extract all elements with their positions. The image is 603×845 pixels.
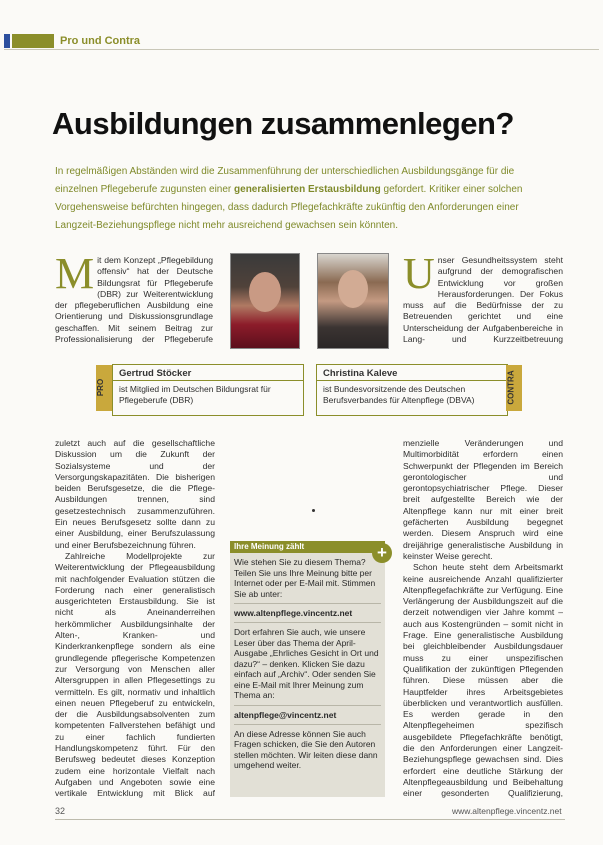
- lead-bold: generalisierten Erstausbildung: [234, 184, 381, 195]
- contra-tab: [506, 365, 522, 411]
- sidebar-text-3: An diese Adresse können Sie auch Fragen schicken, die Sie den Autoren stellen möchten. Wir leiten diese dann umgehend weiter.: [234, 728, 378, 770]
- contra-author-bio: ist Bundesvorsitzende des Deutschen Berufsverbandes für Altenpflege (DBVA): [323, 384, 475, 405]
- portrait-christina-kaleve: [317, 253, 389, 349]
- section-label: Pro und Contra: [60, 35, 141, 47]
- pro-text-top: it dem Konzept „Pflegebildung offensiv“ hat der Deutsche Bildungsrat für Pflegeberufe (DBR) zur Weiterentwicklung der pflegeberuflichen Ausbildung eine Orientierung und Diskussionsgrundlage geschaffen. Mit seinem Beitrag zur Professionalisierung der Pflegeberufe: [55, 255, 213, 345]
- plus-icon: +: [372, 543, 392, 563]
- contra-column-top: [403, 255, 563, 347]
- contra-tab-label: CONTRA: [506, 370, 516, 405]
- sidebar-separator: [234, 603, 381, 604]
- sidebar-intro: Wie stehen Sie zu diesem Thema? Teilen Sie uns Ihre Meinung bitte per Internet oder per E-Mail mit. Stimmen Sie ab unter:: [234, 557, 376, 599]
- contra-author-name: Christina Kaleve: [323, 368, 398, 379]
- header-divider: [4, 49, 599, 50]
- sidebar-separator: [234, 705, 381, 706]
- sidebar-text-2: Dort erfahren Sie auch, wie unsere Leser über das Thema der April-Ausgabe „Ehrliches Gesicht in Ort und dazu?“ – denken. Klicken Sie dazu einfach auf „Archiv“. Oder senden Sie eine E-Mail mit Ihrer Meinung zum Thema an:: [234, 627, 379, 700]
- contra-paragraph-1: menzielle Veränderungen und Multimorbidität erfordern einen Schwerpunkt der Pflegenden im Bereich gerontologischer und gerontopsychiatrischer Pflege. Dieser breit aufgestellte Bereich wie der Altenpflege kann nur mit einer breit gefächerten Ausbildung begegnet werden. Diesem Anspruch wird eine dreijährige generalistische Ausbildung in keinster Weise gerecht.: [403, 438, 563, 561]
- contra-column-bottom: [403, 438, 563, 798]
- sidebar-separator: [234, 622, 381, 623]
- header-blue-marker: [4, 34, 10, 48]
- pro-tab-label: PRO: [96, 378, 106, 397]
- sidebar-url-link[interactable]: www.altenpflege.vincentz.net: [234, 608, 353, 618]
- name-divider: [113, 380, 303, 381]
- sidebar-heading: Ihre Meinung zählt: [234, 542, 305, 551]
- sidebar-header: [230, 541, 385, 553]
- pro-dropcap: M: [55, 255, 95, 298]
- pro-author-name: Gertrud Stöcker: [119, 368, 192, 379]
- name-divider: [317, 380, 507, 381]
- contra-author-box: [316, 364, 508, 416]
- pro-column-top: [55, 255, 213, 347]
- sidebar-separator: [234, 724, 381, 725]
- footer-divider: [55, 819, 565, 820]
- header-green-marker: [12, 34, 54, 48]
- portrait-gertrud-stoecker: [230, 253, 300, 349]
- stray-dot: [312, 509, 315, 512]
- lead-paragraph: [55, 163, 550, 235]
- page-number: 32: [55, 806, 66, 816]
- pro-column-bottom: [55, 438, 215, 798]
- lead-text-2: gefordert. Kritiker einer solchen Vorgehensweise befürchten hingegen, dass dadurch Pflegefachkräfte zukünftig den Anforderungen einer Langzeit-Beziehungspflege nicht mehr ausreichend gewachsen sein könnten.: [55, 184, 523, 231]
- pro-paragraph-2-text: Zahlreiche Modellprojekte zur Weiterentwicklung der Pflegeausbildung mit nachfolgender Evaluation stützen die Forderung nach einer generalistisch ausgerichteten Erstausbildung. Sie ist nicht als Aneinanderreihen herkömmlicher Ausbildungsinhalte der Alten-, Kranken- und Kinderkrankenpflege sondern als eine grundlegende pflegerische Kompetenzen zur Versorgung von Menschen aller Altersgruppen in allen Pflegesettings zu vermitteln. Es gilt, normativ und inhaltlich einen neuen Pflegeberuf zu entwickeln, der die Ausbildungsabsolventen zum kompetenten Fallverstehen befähigt und zu einer fachlich fundierten Handlungskompetenz führt. Für den Berufsweg bedeutet dieses Konzeption zudem eine horizontale Vielfalt nach Aufgaben und Angeboten sowie eine vertikale Entwicklung mit Blick auf: [55, 550, 215, 798]
- face-shape: [338, 270, 368, 308]
- pro-paragraph-2: [55, 551, 215, 798]
- contra-dropcap: U: [403, 255, 435, 298]
- sidebar-content: [234, 557, 381, 771]
- face-shape: [249, 272, 281, 312]
- pro-author-bio: ist Mitglied im Deutschen Bildungsrat für Pflegeberufe (DBR): [119, 384, 271, 405]
- lead-text-1: In regelmäßigen Abständen wird die Zusammenführung der unterschiedlichen Ausbildungsgänge für die einzelnen Pflegeberufe zugunsten einer: [55, 166, 515, 195]
- page-title: Ausbildungen zusammenlegen?: [52, 106, 514, 141]
- footer-url[interactable]: www.altenpflege.vincentz.net: [452, 806, 562, 816]
- contra-text-top: nser Gesundheitssystem steht aufgrund der demografischen Entwicklung vor großen Herausforderungen. Der Fokus muss auf die Bedürfnisse der zu Betreuenden gerichtet und eine Unterscheidung der Aufgabenbereiche in Lang- und Kurzzeitbetreuung: [403, 255, 563, 345]
- pro-paragraph-1: zuletzt auch auf die gesellschaftliche Diskussion um die Zukunft der Sozialsysteme und der Versorgungskapazitäten. Die bisherigen beiden Berufsgesetze, die die Pflege-Ausbildungen trennen, sind gesetzestechnisch zusammenzuführen. Ein neues Berufsgesetz sollte dann zu einer Ausbildung, einer Berufszulassung und einer Berufsbezeichnung führen.: [55, 438, 215, 550]
- sidebar-email-link[interactable]: altenpflege@vincentz.net: [234, 709, 337, 720]
- pro-tab: [96, 365, 112, 411]
- pro-author-box: [112, 364, 304, 416]
- contra-paragraph-2: [403, 562, 563, 798]
- contra-paragraph-2-text: Schon heute steht dem Arbeitsmarkt keine ausreichende Anzahl qualifizierter Altenpflegefachkräfte zur Verfügung. Eine Verlängerung der Ausbildungszeit auf die derzeit notwendigen vier Jahre kommt – auch aus Kostengründen – somit nicht in Frage. Eine generalistische Ausbildung bei gleichbleibender Ausbildungsdauer muss zu einer unspezifischen Qualifikation der zukünftigen Pflegenden führen. Diese müssen aber die Hauptfelder ihres Arbeitsgebietes überblicken und verantwortlich ausfüllen. Es werden gerade in den Altenpflegeheimen spezifisch ausgebildete Pflegefachkräfte benötigt, die den Anforderungen einer Langzeit-Beziehungspflege gewachsen sind. Dies erfordert eine deutliche Stärkung der Altenpflegeausbildung und Beibehaltung einer gesonderten Qualifizierung,: [403, 562, 563, 798]
